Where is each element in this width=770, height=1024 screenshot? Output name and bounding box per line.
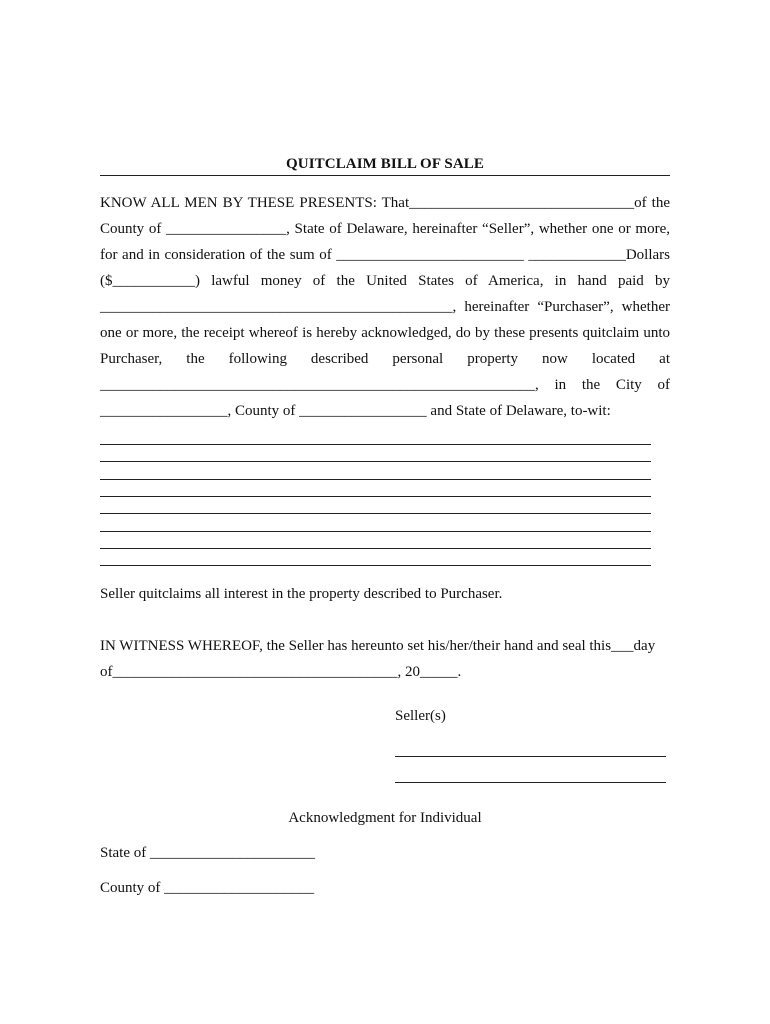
acknowledgment-heading: Acknowledgment for Individual — [288, 810, 482, 826]
body-line-2: County of ________________, State of Delaware, hereinafter “Seller”, whether one or more, — [100, 221, 670, 237]
body-line-4: ($___________) lawful money of the United States of America, in hand paid by — [100, 273, 670, 289]
body-line-6: one or more, the receipt whereof is hereby acknowledged, do by these presents quitclaim unto — [100, 325, 670, 341]
body-line-9: _________________, County of _________________ and State of Delaware, to-wit: — [100, 403, 611, 419]
body-line-3: for and in consideration of the sum of _________________________ _____________Dollars — [100, 247, 670, 263]
title-underline — [100, 175, 670, 176]
state-of-field: State of ______________________ — [100, 845, 315, 861]
property-description-line[interactable] — [100, 565, 651, 566]
property-description-line[interactable] — [100, 548, 651, 549]
body-line-7: Purchaser, the following described personal property now located at — [100, 351, 670, 367]
document-title: QUITCLAIM BILL OF SALE — [286, 156, 484, 172]
witness-line-1: IN WITNESS WHEREOF, the Seller has hereunto set his/her/their hand and seal this___day — [100, 638, 656, 654]
property-description-line[interactable] — [100, 496, 651, 497]
seller-label: Seller(s) — [395, 708, 446, 724]
property-description-line[interactable] — [100, 513, 651, 514]
property-description-line[interactable] — [100, 479, 651, 480]
county-of-field: County of ____________________ — [100, 880, 315, 896]
body-line-8: __________________________________________________________, in the City of — [100, 377, 670, 393]
seller-signature-line[interactable] — [395, 782, 666, 783]
property-description-line[interactable] — [100, 461, 651, 462]
quitclaim-statement: Seller quitclaims all interest in the property described to Purchaser. — [100, 586, 503, 602]
property-description-line[interactable] — [100, 531, 651, 532]
witness-line-2: of______________________________________, 20_____. — [100, 664, 462, 680]
body-line-1: KNOW ALL MEN BY THESE PRESENTS: That______________________________of the — [100, 195, 670, 211]
property-description-line[interactable] — [100, 444, 651, 445]
body-line-5: _______________________________________________, hereinafter “Purchaser”, whether — [100, 299, 670, 315]
seller-signature-line[interactable] — [395, 756, 666, 757]
